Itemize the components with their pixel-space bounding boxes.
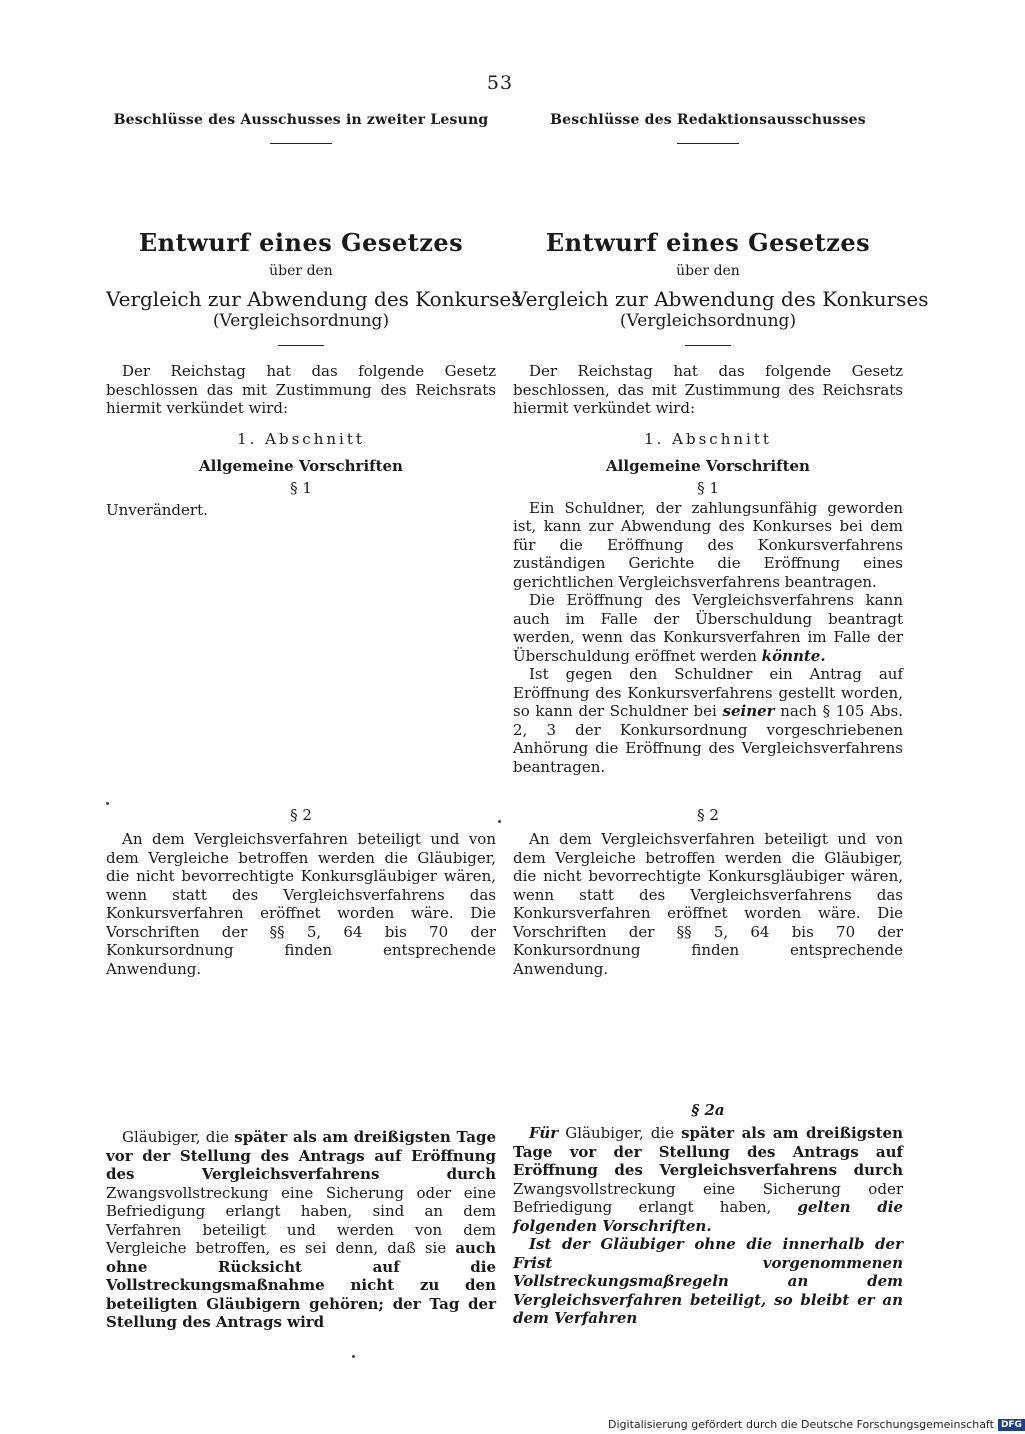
- left-section-2-block: [106, 830, 496, 978]
- right-section-2-heading: § 2: [697, 806, 719, 824]
- right-s2a-text-1: Gläubiger, die: [558, 1124, 682, 1142]
- left-header-rule: [270, 143, 332, 144]
- right-section-1-paragraph-2: [513, 591, 903, 665]
- right-s1p3-emphasis: seiner: [722, 702, 775, 720]
- print-speck: [352, 1355, 355, 1358]
- left-ueber: über den: [269, 263, 333, 279]
- left-title-rule: [278, 345, 324, 346]
- right-section-2a-heading: § 2a: [691, 1101, 725, 1119]
- left-bottom-block: [106, 1128, 496, 1332]
- right-s1p3-text-a: Ist gegen den Schuldner ein Antrag auf Eröffnung des Konkursverfahrens gestellt worden, so kann der Schuldner bei: [513, 665, 903, 720]
- right-s1p2-text: Die Eröffnung des Vergleichsverfahrens kann auch im Falle der Überschuldung beantragt werden, wenn das Konkursverfahren im Falle der Überschuldung eröffnet werden: [513, 591, 903, 665]
- left-section-1-text: Unverändert.: [106, 500, 208, 519]
- page-number: 53: [486, 72, 514, 94]
- right-section-2-text: An dem Vergleichsverfahren beteiligt und von dem Vergleiche betroffen werden die Gläubiger, die nicht bevorrechtigte Konkursgläubiger wären, wenn statt des Vergleichsverfahrens das Konkursverfahren eröffnet worden wäre. Die Vorschriften der §§ 5, 64 bis 70 der Konkursordnung finden entsprechende Anwendung.: [513, 830, 903, 978]
- right-subtitle-short: (Vergleichsordnung): [619, 311, 797, 331]
- left-bottom-part-2: Zwangsvollstreckung eine Sicherung oder eine Befriedigung erlangt haben, sind an dem Verfahren beteiligt und werden von dem Vergleiche betroffen, es sei denn, daß sie: [106, 1183, 496, 1257]
- right-section-2a-paragraph-1: [513, 1124, 903, 1235]
- footer-text: Digitalisierung gefördert durch die Deutsche Forschungsgemeinschaft: [608, 1418, 994, 1431]
- right-s2a-emphasis-2: Ist der Gläubiger ohne die innerhalb der Frist vorgenommenen Vollstreckungsmaßregeln an dem Vergleichsverfahren beteiligt, so bleibt er an dem Verfahren: [513, 1235, 903, 1327]
- right-s2a-fuer: Für: [529, 1124, 559, 1142]
- left-section-2-text: An dem Vergleichsverfahren beteiligt und von dem Vergleiche betroffen werden die Gläubiger, die nicht bevorrechtigte Konkursgläubiger wären, wenn statt des Vergleichsverfahrens das Konkursverfahren eröffnet worden wäre. Die Vorschriften der §§ 5, 64 bis 70 der Konkursordnung finden entsprechende Anwendung.: [106, 830, 496, 978]
- left-title: Entwurf eines Gesetzes: [138, 228, 464, 257]
- right-s2a-bold-1: später als am dreißigsten Tage vor der Stellung des Antrags auf Eröffnung des Vergleichsverfahrens durch: [513, 1124, 903, 1179]
- right-subtitle: Vergleich zur Abwendung des Konkurses: [513, 287, 929, 311]
- footer-credit: [608, 1418, 1025, 1431]
- right-column-header: Beschlüsse des Redaktionsausschusses: [550, 112, 866, 128]
- print-speck: [498, 820, 501, 823]
- right-section-2-block: [513, 830, 903, 978]
- right-section-2a-block: [513, 1124, 903, 1328]
- left-subtitle-short: (Vergleichsordnung): [212, 311, 390, 331]
- left-bottom-part-1: Gläubiger, die: [122, 1128, 235, 1146]
- right-section-1-heading: § 1: [697, 478, 719, 497]
- print-speck: [106, 802, 109, 805]
- left-column-header: Beschlüsse des Ausschusses in zweiter Lesung: [113, 112, 489, 128]
- right-column: [513, 112, 929, 776]
- left-bottom-paragraph: [106, 1128, 496, 1332]
- right-header-rule: [677, 143, 739, 144]
- left-subtitle: Vergleich zur Abwendung des Konkurses: [106, 287, 522, 311]
- right-ueber: über den: [676, 263, 740, 279]
- left-abschnitt: 1. Abschnitt: [237, 429, 365, 448]
- dfg-logo: DFG: [998, 1419, 1025, 1431]
- right-s1p3-text-b: nach § 105 Abs. 2, 3 der Konkursordnung vorgeschriebenen Anhörung die Eröffnung des Vergleichsverfahrens beantragen.: [513, 702, 903, 776]
- left-section-1-heading: § 1: [290, 478, 312, 497]
- left-column: [106, 112, 522, 519]
- right-s2a-text-2: Zwangsvollstreckung eine Sicherung oder Befriedigung erlangt haben,: [513, 1179, 903, 1216]
- left-section-2-heading: § 2: [290, 806, 312, 824]
- right-s2a-emphasis-1: gelten die folgenden Vorschriften.: [513, 1198, 903, 1235]
- right-abschnitt: 1. Abschnitt: [644, 429, 772, 448]
- right-intro: Der Reichstag hat das folgende Gesetz beschlossen, das mit Zustimmung des Reichsrats hiermit verkündet wird:: [513, 362, 903, 417]
- right-title: Entwurf eines Gesetzes: [545, 228, 871, 257]
- left-abschnitt-name: Allgemeine Vorschriften: [199, 456, 403, 475]
- left-bottom-bold-1: später als am dreißigsten Tage vor der Stellung des Antrags auf Eröffnung des Vergleichsverfahrens durch: [106, 1128, 496, 1183]
- right-abschnitt-name: Allgemeine Vorschriften: [606, 456, 810, 475]
- right-s1p2-emphasis: könnte.: [761, 646, 826, 665]
- right-section-2a-paragraph-2: [513, 1235, 903, 1328]
- left-intro: Der Reichstag hat das folgende Gesetz beschlossen das mit Zustimmung des Reichsrats hiermit verkündet wird:: [106, 362, 496, 417]
- right-section-1-paragraph-3: [513, 665, 903, 776]
- right-title-rule: [685, 345, 731, 346]
- left-bottom-bold-2: auch ohne Rücksicht auf die Vollstreckungsmaßnahme nicht zu den beteiligten Gläubigern gehören; der Tag der Stellung des Antrags wird: [106, 1239, 496, 1331]
- right-section-1-paragraph-1: Ein Schuldner, der zahlungsunfähig geworden ist, kann zur Abwendung des Konkurses bei dem für die Eröffnung des Konkursverfahrens zuständigen Gerichte die Eröffnung eines gerichtlichen Vergleichsverfahrens beantragen.: [513, 498, 903, 591]
